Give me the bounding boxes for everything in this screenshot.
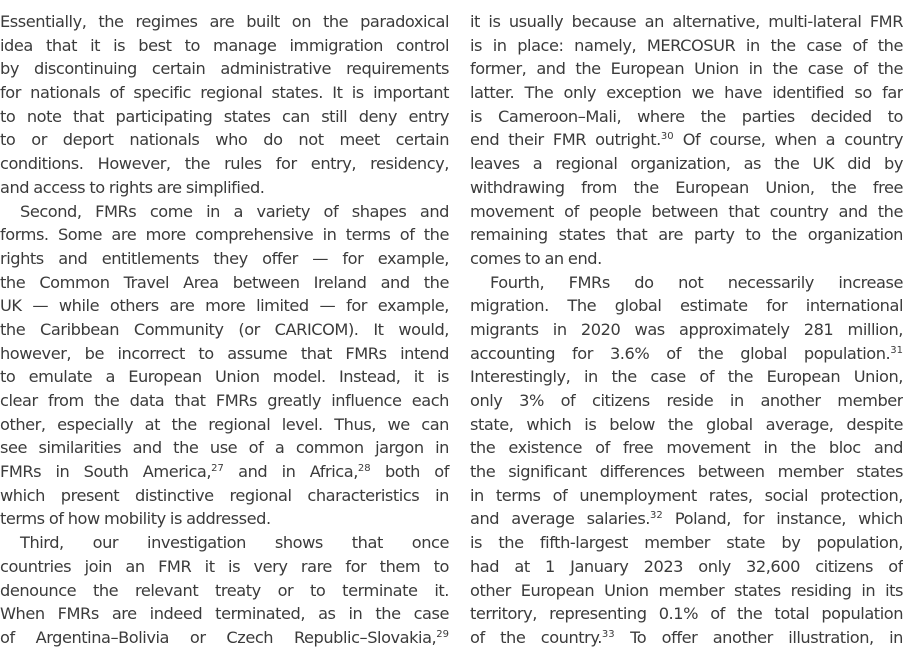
text-line: countries join an FMR it is very rare for them to bbox=[0, 556, 449, 576]
text-segment: Poland, for instance, which bbox=[662, 509, 903, 529]
text-line: idea that it is best to manage immigration control bbox=[0, 35, 449, 55]
text-line: territory, representing 0.1% of the total population bbox=[470, 604, 903, 624]
text-line: for nationals of specific regional states. It is important bbox=[0, 83, 449, 103]
text-line: to note that participating states can still deny entry bbox=[0, 106, 449, 126]
text-line: in terms of unemployment rates, social protection, bbox=[470, 485, 903, 505]
text-line: is in place: namely, MERCOSUR in the case of the bbox=[470, 35, 903, 55]
footnote-ref-27[interactable]: 27 bbox=[211, 463, 224, 475]
text-line: movement of people between that country and the bbox=[470, 201, 903, 221]
text-line: it is usually because an alternative, multi-lateral FMR bbox=[470, 12, 903, 31]
paragraph-start-line: Third, our investigation shows that once bbox=[20, 533, 449, 553]
text-line: by discontinuing certain administrative requirements bbox=[0, 59, 449, 79]
text-line: When FMRs are indeed terminated, as in the case bbox=[0, 604, 449, 624]
text-line: conditions. However, the rules for entry, residency, bbox=[0, 154, 449, 174]
text-line: rights and entitlements they offer — for example, bbox=[0, 248, 449, 268]
text-line: clear from the data that FMRs greatly influence each bbox=[0, 391, 449, 410]
paragraph-start-line: Fourth, FMRs do not necessarily increase bbox=[490, 272, 903, 292]
paragraph-end-line: and access to rights are simplified. bbox=[0, 177, 265, 197]
text-line: is the fifth-largest member state by population, bbox=[470, 533, 903, 553]
paragraph-start-line: Second, FMRs come in a variety of shapes and bbox=[20, 201, 449, 221]
footnote-ref-33[interactable]: 33 bbox=[601, 628, 615, 640]
text-segment: of the country. bbox=[470, 627, 602, 647]
text-line: however, be incorrect to assume that FMRs intend bbox=[0, 343, 449, 363]
text-line: only 3% of citizens reside in another member bbox=[470, 391, 903, 410]
text-line: Essentially, the regimes are built on the paradoxical bbox=[0, 12, 449, 31]
text-segment: both of bbox=[370, 462, 449, 482]
text-segment: and average salaries. bbox=[470, 509, 650, 529]
text-segment: end their FMR outright. bbox=[470, 130, 661, 150]
text-segment: To offer another illustration, in bbox=[614, 627, 903, 647]
text-line-with-footnote bbox=[470, 342, 903, 366]
text-line: latter. The only exception we have identified so far bbox=[470, 83, 903, 103]
paragraph-end-line: terms of how mobility is addressed. bbox=[0, 509, 271, 529]
text-line: other, especially at the regional level. Thus, we can bbox=[0, 414, 449, 434]
footnote-ref-30[interactable]: 30 bbox=[660, 131, 674, 143]
text-line-with-footnote bbox=[470, 507, 903, 531]
text-segment: and in Africa, bbox=[223, 462, 358, 482]
text-line-with-footnotes bbox=[0, 460, 449, 484]
text-line: is Cameroon–Mali, where the parties decided to bbox=[470, 106, 903, 126]
text-segment: accounting for 3.6% of the global population. bbox=[470, 343, 891, 363]
text-line: see similarities and the use of a common jargon in bbox=[0, 438, 449, 458]
text-line: migrants in 2020 was approximately 281 million, bbox=[470, 319, 903, 339]
text-line-with-footnote bbox=[470, 626, 903, 650]
text-line: state, which is below the global average, despite bbox=[470, 414, 903, 434]
left-column bbox=[0, 10, 449, 650]
text-segment: of Argentina–Bolivia or Czech Republic–Slovakia, bbox=[0, 627, 437, 647]
text-line: denounce the relevant treaty or to terminate it. bbox=[0, 580, 449, 600]
text-line: Interestingly, in the case of the European Union, bbox=[470, 367, 903, 387]
text-line-with-footnote bbox=[0, 626, 449, 650]
right-column bbox=[470, 10, 903, 650]
text-line: UK — while others are more limited — for example, bbox=[0, 296, 449, 316]
footnote-ref-28[interactable]: 28 bbox=[357, 463, 371, 475]
text-segment: FMRs in South America, bbox=[0, 462, 212, 482]
text-line: leaves a regional organization, as the UK did by bbox=[470, 154, 903, 174]
footnote-ref-32[interactable]: 32 bbox=[650, 510, 663, 522]
paragraph-end-line: comes to an end. bbox=[470, 248, 602, 268]
text-line: migration. The global estimate for international bbox=[470, 296, 903, 316]
footnote-ref-31[interactable]: 31 bbox=[890, 344, 903, 356]
text-line: the significant differences between member states bbox=[470, 462, 903, 482]
text-line: which present distinctive regional characteristics in bbox=[0, 485, 449, 505]
footnote-ref-29[interactable]: 29 bbox=[436, 628, 449, 640]
text-line: other European Union member states residing in its bbox=[470, 580, 903, 600]
text-line: the Caribbean Community (or CARICOM). It would, bbox=[0, 319, 449, 339]
text-line: withdrawing from the European Union, the free bbox=[470, 177, 903, 197]
text-line: had at 1 January 2023 only 32,600 citizens of bbox=[470, 556, 903, 576]
text-line: the Common Travel Area between Ireland and the bbox=[0, 272, 449, 292]
text-segment: Of course, when a country bbox=[673, 130, 903, 150]
text-line: the existence of free movement in the bloc and bbox=[470, 438, 903, 458]
text-line: to or deport nationals who do not meet certain bbox=[0, 130, 449, 150]
text-line: to emulate a European Union model. Instead, it is bbox=[0, 367, 449, 387]
text-line-with-footnote bbox=[470, 128, 903, 152]
text-line: former, and the European Union in the case of the bbox=[470, 59, 903, 79]
text-line: remaining states that are party to the organization bbox=[470, 225, 903, 245]
text-line: forms. Some are more comprehensive in terms of the bbox=[0, 225, 449, 245]
